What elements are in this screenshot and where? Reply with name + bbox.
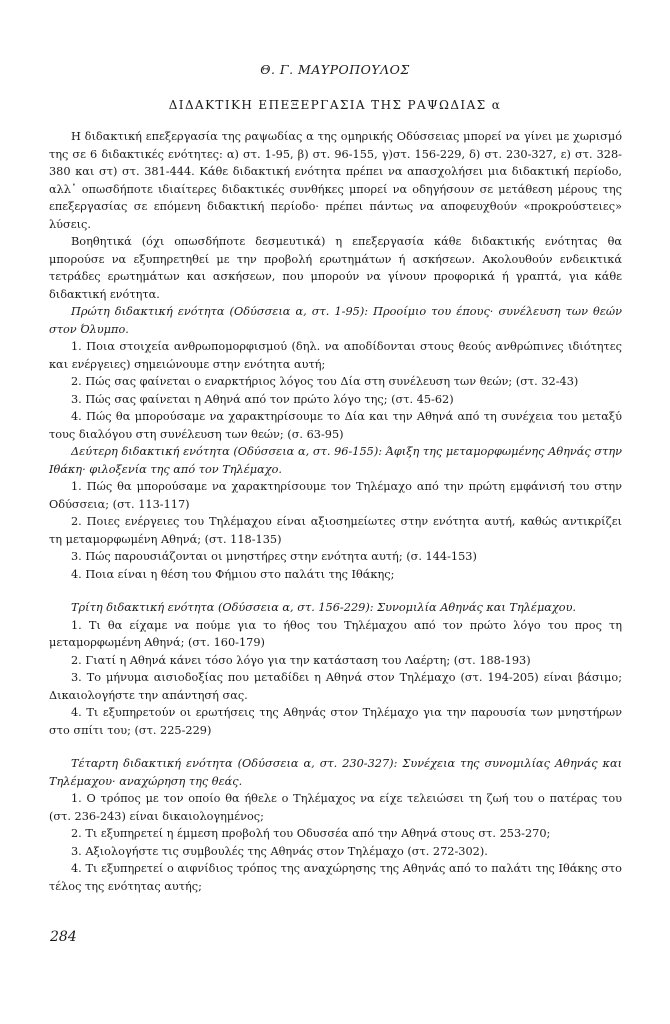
section-4: [49, 755, 622, 895]
section-heading: Τρίτη διδακτική ενότητα (Οδύσσεια α, στ. 156-229): Συνομιλία Αθηνάς και Τηλέμαχου.: [71, 601, 577, 614]
question: 2. Ποιες ενέργειες του Τηλέμαχου είναι αξιοσημείωτες στην ενότητα αυτή, καθώς αντικρίζει τη μεταμορφωμένη Αθηνά; (στ. 118-135): [49, 515, 622, 546]
page-title: ΔΙΔΑΚΤΙΚΗ ΕΠΕΞΕΡΓΑΣΙΑ ΤΗΣ ΡΑΨΩΔΙΑΣ α: [168, 98, 502, 112]
question: 1. Πώς θα μπορούσαμε να χαρακτηρίσουμε τον Τηλέμαχο από την πρώτη εμφάνισή του στην Οδύσσεια; (στ. 113-117): [49, 480, 622, 511]
running-head: Θ. Γ. ΜΑΥΡΟΠΟΥΛΟΣ: [260, 62, 410, 77]
question: 1. Ποια στοιχεία ανθρωπομορφισμού (δηλ. να αποδίδονται στους θεούς ανθρώπινες ιδιότητες και ενέργειες) σημειώνουμε στην ενότητα αυτή;: [49, 340, 622, 371]
question: 4. Τι εξυπηρετούν οι ερωτήσεις της Αθηνάς στον Τηλέμαχο για την παρουσία των μνηστήρων στο σπίτι του; (στ. 225-229): [49, 706, 622, 737]
question: 3. Αξιολογήστε τις συμβουλές της Αθηνάς στον Τηλέμαχο (στ. 272-302).: [71, 844, 488, 858]
question: 4. Πώς θα μπορούσαμε να χαρακτηρίσουμε το Δία και την Αθηνά από τη συνέχεια του μεταξύ τους διαλόγου στη συνέλευση των θεών; (σ. 63-95): [49, 410, 622, 441]
question: 4. Τι εξυπηρετεί ο αιφνίδιος τρόπος της αναχώρησης της Αθηνάς από το παλάτι της Ιθάκης στο τέλος της ενότητας αυτής;: [49, 862, 622, 893]
section-1: [49, 303, 622, 443]
question: 2. Τι εξυπηρετεί η έμμεση προβολή του Οδυσσέα από την Αθηνά στους στ. 253-270;: [71, 827, 551, 840]
question: 3. Το μήνυμα αισιοδοξίας που μεταδίδει η Αθηνά στον Τηλέμαχο (στ. 194-205) είναι βάσιμο; Δικαιολογήστε την απάντησή σας.: [49, 671, 622, 702]
question: 1. Ο τρόπος με τον οποίο θα ήθελε ο Τηλέμαχος να είχε τελειώσει τη ζωή του ο πατέρας του (στ. 236-243) είναι δικαιολογημένος;: [49, 792, 622, 823]
intro-paragraph: Βοηθητικά (όχι οπωσδήποτε δεσμευτικά) η επεξεργασία κάθε διδακτικής ενότητας θα μπορούσε να εξυπηρετηθεί με την προβολή ερωτημάτων ή ασκήσεων. Ακολουθούν ενδεικτικά τετράδες ερωτημάτων και ασκήσεων, που μπορούν να γίνουν προφορικά ή γραπτά, για κάθε διδακτική ενότητα.: [49, 235, 622, 301]
body-text: [49, 128, 622, 895]
question: 2. Γιατί η Αθηνά κάνει τόσο λόγο για την κατάσταση του Λαέρτη; (στ. 188-193): [71, 653, 531, 667]
page-number: 284: [50, 929, 77, 945]
question: 3. Πώς παρουσιάζονται οι μνηστήρες στην ενότητα αυτή; (σ. 144-153): [71, 550, 477, 563]
section-heading: Τέταρτη διδακτική ενότητα (Οδύσσεια α, στ. 230-327): Συνέχεια της συνομιλίας Αθηνάς και Τηλέμαχου· αναχώρηση της θεάς.: [49, 757, 622, 788]
section-3: [49, 599, 622, 739]
section-2: [49, 443, 622, 583]
intro-paragraph: Η διδακτική επεξεργασία της ραψωδίας α της ομηρικής Οδύσσειας μπορεί να γίνει με χωρισμό της σε 6 διδακτικές ενότητες: α) στ. 1-95, β) στ. 96-155, γ)στ. 156-229, δ) στ. 230-327, ε) στ. 328-380 και στ) στ. 381-444. Κάθε διδακτική ενότητα πρέπει να απασχολήσει μια διδακτική περίοδο, αλλ᾿ οπωσδήποτε ιδιαίτερες διδακτικές συνθήκες μπορεί να οδηγήσουν σε μετάθεση μέρους της επεξεργασίας σε επόμενη διδακτική περίοδο· πρέπει πάντως να αποφευχθούν «προκρούστειες» λύσεις.: [49, 130, 622, 231]
section-spacer: [49, 583, 622, 599]
question: 2. Πώς σας φαίνεται ο εναρκτήριος λόγος του Δία στη συνέλευση των θεών; (στ. 32-43): [71, 375, 579, 388]
question: 4. Ποια είναι η θέση του Φήμιου στο παλάτι της Ιθάκης;: [71, 567, 395, 581]
section-heading: Δεύτερη διδακτική ενότητα (Οδύσσεια α, στ. 96-155): Άφιξη της μεταμορφωμένης Αθηνάς στην Ιθάκη· φιλοξενία της από τον Τηλέμαχο.: [49, 445, 622, 476]
section-heading: Πρώτη διδακτική ενότητα (Οδύσσεια α, στ. 1-95): Προοίμιο του έπους· συνέλευση των θεών στον Όλυμπο.: [49, 305, 622, 336]
section-spacer: [49, 739, 622, 755]
question: 3. Πώς σας φαίνεται η Αθηνά από τον πρώτο λόγο της; (στ. 45-62): [71, 392, 454, 406]
question: 1. Τι θα είχαμε να πούμε για το ήθος του Τηλέμαχου από τον πρώτο λόγο του προς τη μεταμορφωμένη Αθηνά; (στ. 160-179): [49, 618, 622, 649]
